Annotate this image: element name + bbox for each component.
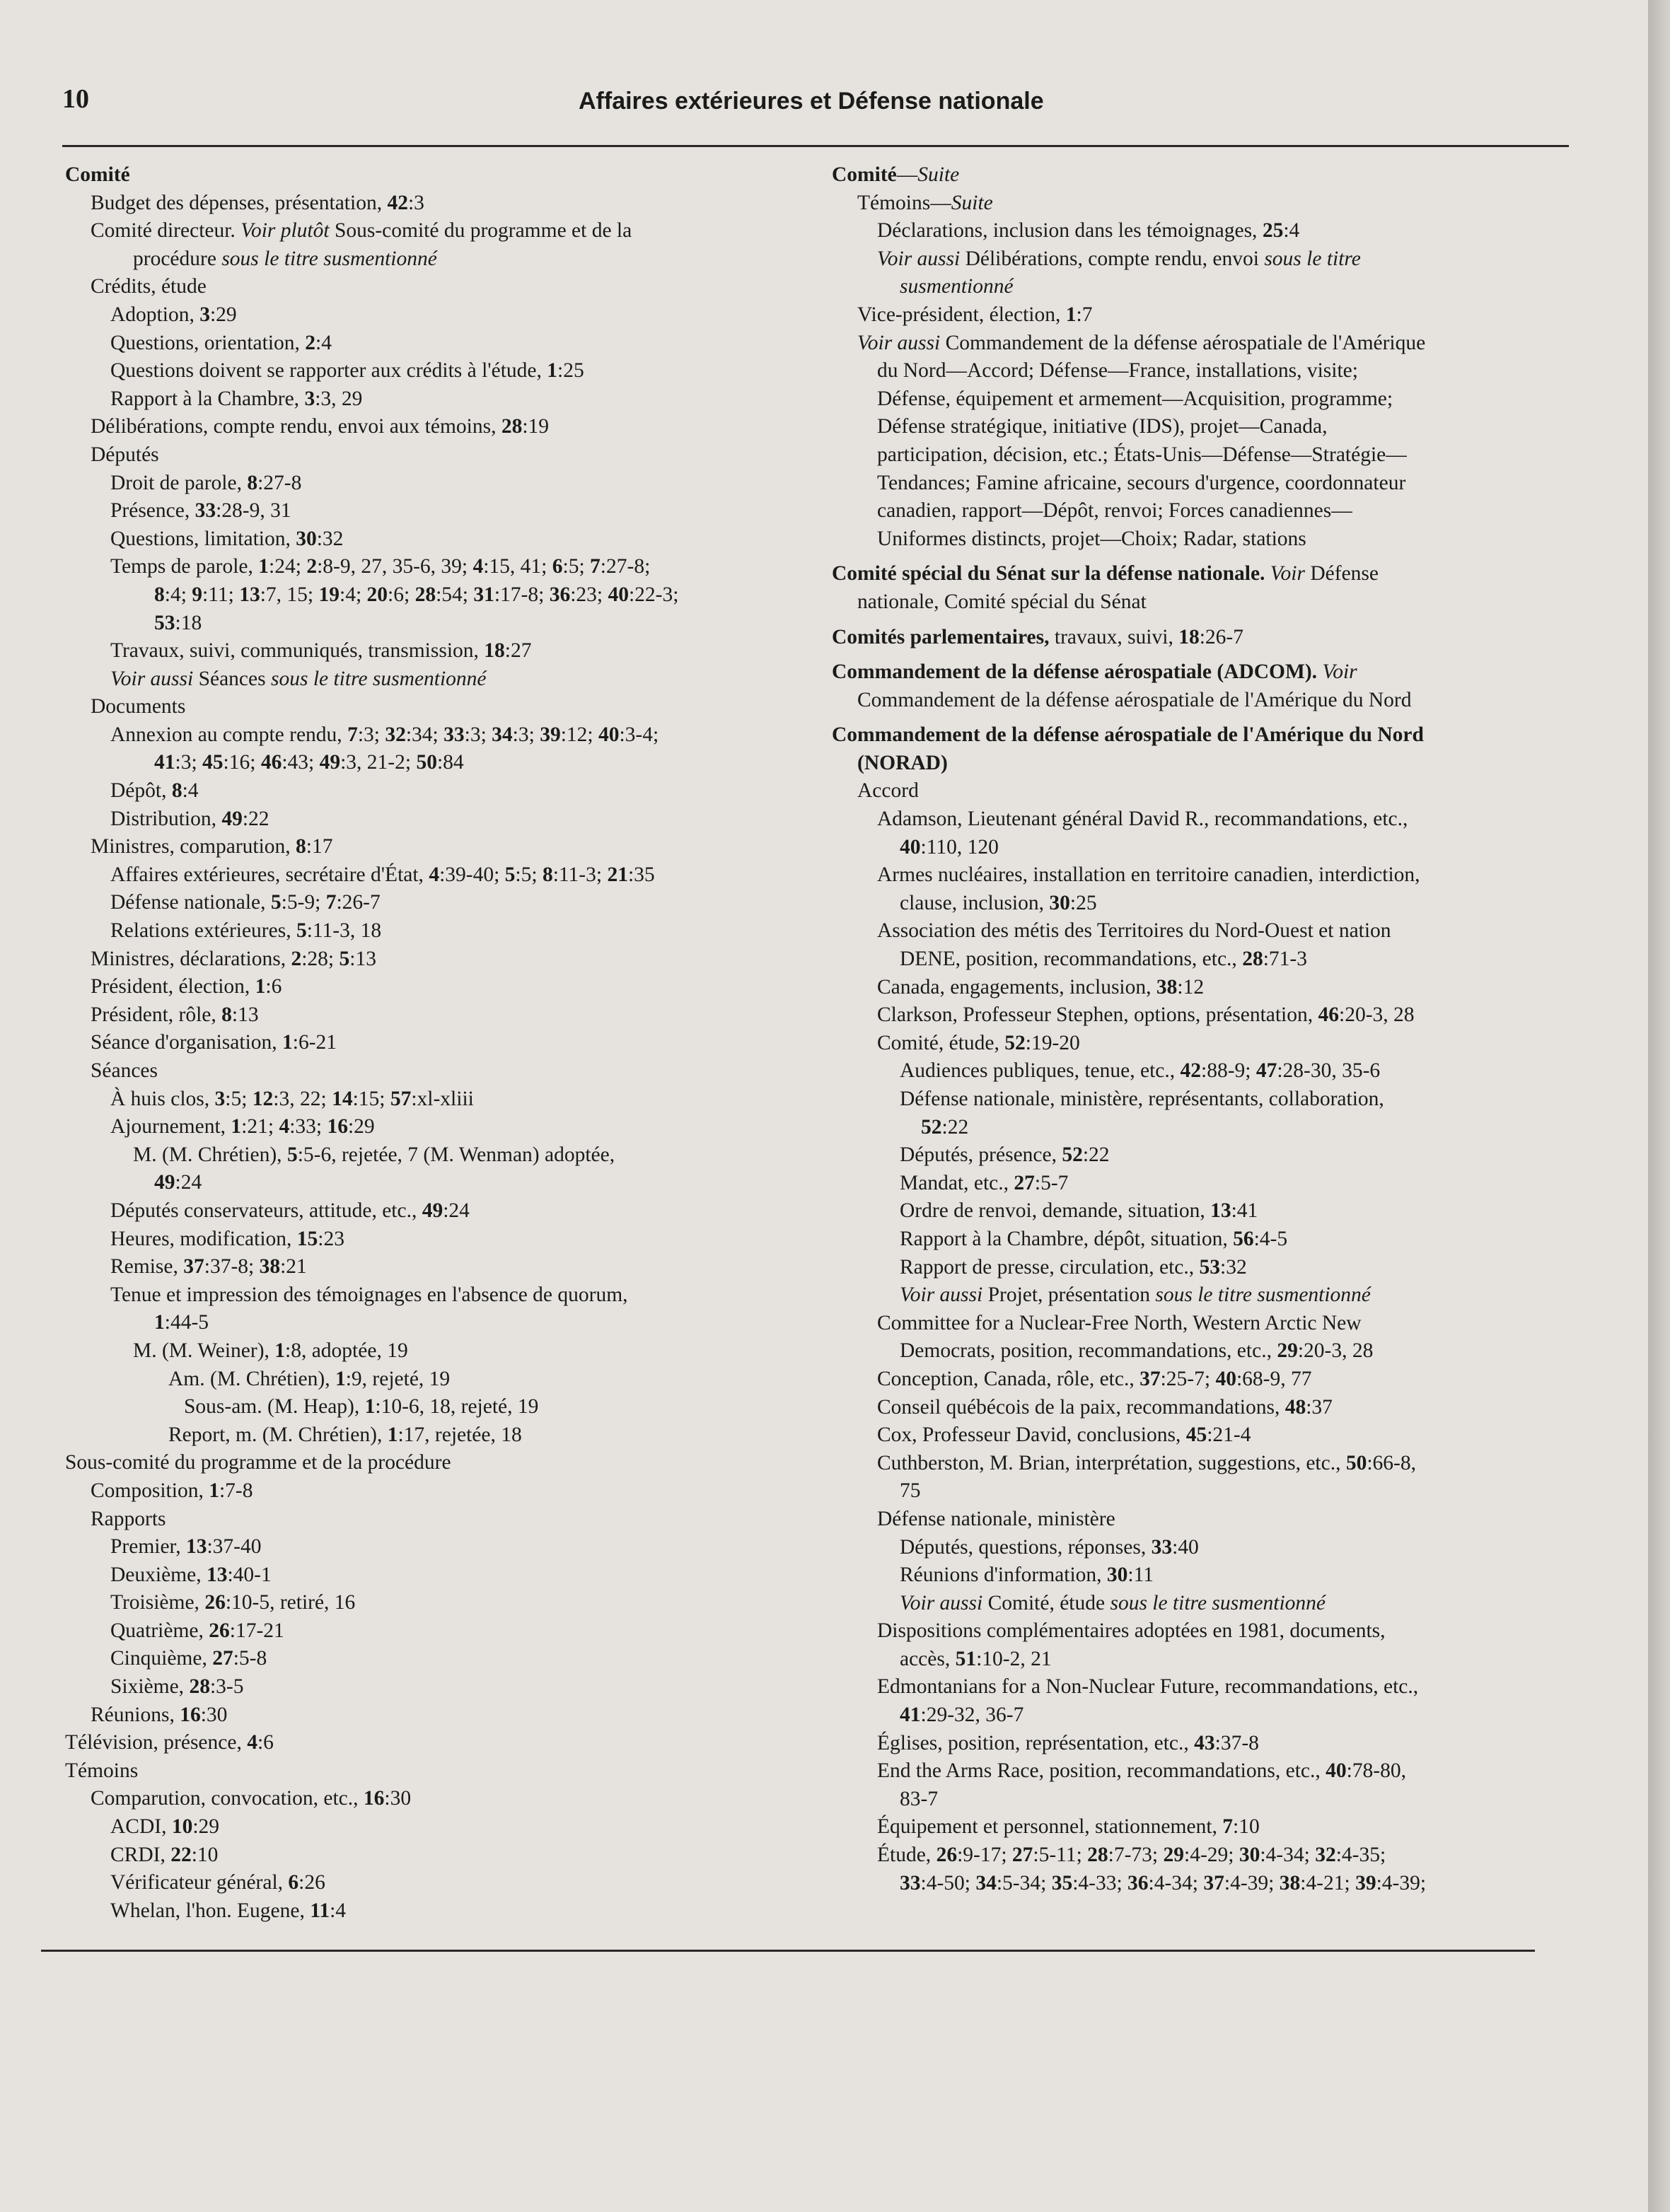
- index-entry: Uniformes distincts, projet—Choix; Radar, stations: [877, 527, 1306, 550]
- index-entry: Cox, Professeur David, conclusions, 45:21-4: [877, 1424, 1251, 1447]
- index-column-right: [829, 161, 1572, 1897]
- index-entry: 41:29-32, 36-7: [900, 1704, 1024, 1727]
- page-edge: [1648, 0, 1670, 2212]
- index-entry: Voir aussi Projet, présentation sous le titre susmentionné: [900, 1283, 1371, 1307]
- index-entry: Commandement de la défense aérospatiale (ADCOM). Voir: [832, 660, 1357, 684]
- index-entry: Crédits, étude: [91, 275, 207, 298]
- index-entry: Étude, 26:9-17; 27:5-11; 28:7-73; 29:4-29; 30:4-34; 32:4-35;: [877, 1844, 1386, 1867]
- index-entry: Vice-président, élection, 1:7: [857, 303, 1093, 326]
- index-entry: 53:18: [154, 611, 202, 634]
- index-entry: Sous-am. (M. Heap), 1:10-6, 18, rejeté, 19: [184, 1395, 539, 1419]
- index-entry: Équipement et personnel, stationnement, 7:10: [877, 1815, 1260, 1839]
- index-entry: Témoins: [65, 1759, 139, 1782]
- index-column-left: [62, 161, 791, 1925]
- index-entry: Conception, Canada, rôle, etc., 37:25-7; 40:68-9, 77: [877, 1367, 1312, 1390]
- index-entry: Remise, 37:37-8; 38:21: [110, 1255, 307, 1279]
- index-entry: Rapports: [91, 1507, 166, 1530]
- index-entry: Clarkson, Professeur Stephen, options, présentation, 46:20-3, 28: [877, 1003, 1415, 1027]
- index-entry: Défense stratégique, initiative (IDS), projet—Canada,: [877, 415, 1328, 438]
- index-entry: M. (M. Chrétien), 5:5-6, rejetée, 7 (M. Wenman) adoptée,: [133, 1143, 615, 1166]
- index-entry: ACDI, 10:29: [110, 1815, 220, 1839]
- index-entry: Comités parlementaires, travaux, suivi, 18:26-7: [832, 625, 1243, 648]
- index-entry: Ajournement, 1:21; 4:33; 16:29: [110, 1115, 375, 1139]
- index-entry: Democrats, position, recommandations, etc., 29:20-3, 28: [900, 1339, 1374, 1363]
- index-entry: Comité—Suite: [832, 163, 960, 186]
- index-entry: Défense nationale, ministère: [877, 1507, 1115, 1530]
- index-entry: Cinquième, 27:5-8: [110, 1647, 267, 1670]
- index-entry: Témoins—Suite: [857, 191, 993, 214]
- index-entry: Tenue et impression des témoignages en l'absence de quorum,: [110, 1283, 628, 1306]
- index-entry: Quatrième, 26:17-21: [110, 1619, 284, 1642]
- index-entry: nationale, Comité spécial du Sénat: [857, 590, 1147, 613]
- index-entry: canadien, rapport—Dépôt, renvoi; Forces canadiennes—: [877, 499, 1352, 523]
- index-entry: Président, rôle, 8:13: [91, 1003, 259, 1026]
- index-entry: Droit de parole, 8:27-8: [110, 471, 302, 494]
- index-entry: Affaires extérieures, secrétaire d'État, 4:39-40; 5:5; 8:11-3; 21:35: [110, 863, 655, 886]
- index-entry: susmentionné: [900, 275, 1014, 298]
- header-rule: [62, 145, 1569, 147]
- index-entry: Comparution, convocation, etc., 16:30: [91, 1787, 412, 1810]
- index-entry: Ministres, déclarations, 2:28; 5:13: [91, 947, 376, 970]
- page-number: 10: [62, 84, 89, 114]
- index-entry: Armes nucléaires, installation en territoire canadien, interdiction,: [877, 863, 1420, 887]
- index-entry: Questions doivent se rapporter aux crédits à l'étude, 1:25: [110, 359, 584, 383]
- index-entry: Ministres, comparution, 8:17: [91, 835, 333, 858]
- index-entry: participation, décision, etc.; États-Unis—Défense—Stratégie—: [877, 443, 1407, 466]
- index-entry: Rapport de presse, circulation, etc., 53:32: [900, 1255, 1247, 1279]
- index-entry: Comité spécial du Sénat sur la défense nationale. Voir Défense: [832, 562, 1379, 586]
- index-entry: Députés, présence, 52:22: [900, 1143, 1110, 1167]
- index-entry: Temps de parole, 1:24; 2:8-9, 27, 35-6, 39; 4:15, 41; 6:5; 7:27-8;: [110, 555, 651, 578]
- index-entry: Dépôt, 8:4: [110, 779, 199, 803]
- index-entry: Voir aussi Commandement de la défense aérospatiale de l'Amérique: [857, 331, 1426, 354]
- index-entry: 41:3; 45:16; 46:43; 49:3, 21-2; 50:84: [154, 751, 464, 774]
- index-entry: clause, inclusion, 30:25: [900, 891, 1097, 914]
- index-entry: Budget des dépenses, présentation, 42:3: [91, 191, 424, 214]
- index-entry: Voir aussi Délibérations, compte rendu, envoi sous le titre: [877, 247, 1361, 270]
- index-entry: M. (M. Weiner), 1:8, adoptée, 19: [133, 1339, 408, 1362]
- index-entry: Vérificateur général, 6:26: [110, 1871, 325, 1894]
- index-entry: (NORAD): [857, 751, 948, 774]
- index-entry: Ordre de renvoi, demande, situation, 13:41: [900, 1199, 1258, 1223]
- index-entry: Audiences publiques, tenue, etc., 42:88-9; 47:28-30, 35-6: [900, 1059, 1381, 1083]
- index-entry: Troisième, 26:10-5, retiré, 16: [110, 1591, 356, 1614]
- index-entry: Documents: [91, 695, 186, 718]
- index-entry: Adamson, Lieutenant général David R., recommandations, etc.,: [877, 808, 1408, 831]
- index-entry: Comité: [65, 163, 130, 186]
- index-entry: Défense nationale, 5:5-9; 7:26-7: [110, 891, 381, 914]
- index-entry: À huis clos, 3:5; 12:3, 22; 14:15; 57:xl-xliii: [110, 1087, 474, 1110]
- index-entry: Télévision, présence, 4:6: [65, 1731, 274, 1754]
- index-entry: 75: [900, 1479, 921, 1503]
- index-entry: Conseil québécois de la paix, recommandations, 48:37: [877, 1395, 1333, 1419]
- index-entry: procédure sous le titre susmentionné: [133, 247, 437, 270]
- index-entry: Voir aussi Comité, étude sous le titre susmentionné: [900, 1591, 1326, 1614]
- index-entry: Cuthberston, M. Brian, interprétation, suggestions, etc., 50:66-8,: [877, 1451, 1416, 1474]
- index-entry: Tendances; Famine africaine, secours d'urgence, coordonnateur: [877, 471, 1406, 494]
- index-entry: Voir aussi Séances sous le titre susmentionné: [110, 667, 487, 690]
- index-entry: Committee for a Nuclear-Free North, Western Arctic New: [877, 1311, 1362, 1334]
- index-entry: Défense, équipement et armement—Acquisition, programme;: [877, 387, 1393, 410]
- index-entry: Dispositions complémentaires adoptées en 1981, documents,: [877, 1619, 1386, 1643]
- index-entry: Sixième, 28:3-5: [110, 1675, 244, 1699]
- index-entry: Président, élection, 1:6: [91, 975, 282, 999]
- index-entry: Réunions, 16:30: [91, 1703, 228, 1726]
- index-entry: Composition, 1:7-8: [91, 1479, 253, 1502]
- index-entry: Accord: [857, 779, 919, 803]
- index-entry: Annexion au compte rendu, 7:3; 32:34; 33:3; 34:3; 39:12; 40:3-4;: [110, 723, 659, 746]
- index-entry: Sous-comité du programme et de la procédure: [65, 1451, 451, 1474]
- index-entry: Travaux, suivi, communiqués, transmission, 18:27: [110, 639, 532, 663]
- index-entry: Whelan, l'hon. Eugene, 11:4: [110, 1899, 347, 1922]
- index-entry: Rapport à la Chambre, 3:3, 29: [110, 387, 363, 410]
- index-entry: Deuxième, 13:40-1: [110, 1563, 272, 1586]
- index-entry: Comité directeur. Voir plutôt Sous-comité du programme et de la: [91, 219, 632, 243]
- index-entry: Relations extérieures, 5:11-3, 18: [110, 919, 382, 943]
- index-entry: DENE, position, recommandations, etc., 28:71-3: [900, 948, 1307, 971]
- index-entry: Comité, étude, 52:19-20: [877, 1031, 1080, 1054]
- index-entry: Députés, questions, réponses, 33:40: [900, 1535, 1199, 1559]
- index-entry: Défense nationale, ministère, représentants, collaboration,: [900, 1088, 1384, 1110]
- index-entry: 8:4; 9:11; 13:7, 15; 19:4; 20:6; 28:54; 31:17-8; 36:23; 40:22-3;: [154, 583, 679, 606]
- index-entry: Séance d'organisation, 1:6-21: [91, 1031, 337, 1054]
- index-entry: Premier, 13:37-40: [110, 1535, 262, 1559]
- index-entry: Edmontanians for a Non-Nuclear Future, recommandations, etc.,: [877, 1675, 1419, 1699]
- index-entry: 49:24: [154, 1171, 202, 1194]
- index-entry: Rapport à la Chambre, dépôt, situation, 56:4-5: [900, 1227, 1288, 1250]
- index-entry: Questions, orientation, 2:4: [110, 331, 332, 354]
- index-entry: Distribution, 49:22: [110, 807, 269, 830]
- index-entry: Séances: [91, 1059, 158, 1082]
- running-title: Affaires extérieures et Défense nationale: [579, 88, 1044, 115]
- index-entry: Adoption, 3:29: [110, 303, 237, 326]
- index-entry: End the Arms Race, position, recommandations, etc., 40:78-80,: [877, 1759, 1407, 1783]
- index-entry: 40:110, 120: [900, 835, 999, 858]
- index-entry: Réunions d'information, 30:11: [900, 1564, 1154, 1587]
- index-entry: Églises, position, représentation, etc., 43:37-8: [877, 1731, 1259, 1754]
- index-entry: 83-7: [900, 1787, 939, 1810]
- index-entry: 52:22: [921, 1115, 969, 1139]
- index-entry: Députés: [91, 443, 159, 466]
- index-entry: Am. (M. Chrétien), 1:9, rejeté, 19: [168, 1367, 451, 1390]
- index-entry: Déclarations, inclusion dans les témoignages, 25:4: [877, 219, 1300, 243]
- index-entry: 1:44-5: [154, 1311, 209, 1334]
- index-entry: Questions, limitation, 30:32: [110, 527, 344, 550]
- index-entry: Report, m. (M. Chrétien), 1:17, rejetée, 18: [168, 1423, 522, 1446]
- index-entry: Mandat, etc., 27:5-7: [900, 1171, 1069, 1194]
- index-entry: Délibérations, compte rendu, envoi aux témoins, 28:19: [91, 415, 550, 438]
- footer-rule: [41, 1950, 1535, 1952]
- index-entry: Commandement de la défense aérospatiale de l'Amérique du Nord: [832, 723, 1424, 747]
- index-entry: Heures, modification, 15:23: [110, 1227, 344, 1250]
- index-entry: du Nord—Accord; Défense—France, installations, visite;: [877, 359, 1358, 383]
- index-entry: 33:4-50; 34:5-34; 35:4-33; 36:4-34; 37:4-39; 38:4-21; 39:4-39;: [900, 1871, 1427, 1894]
- index-entry: Présence, 33:28-9, 31: [110, 499, 291, 523]
- index-entry: Canada, engagements, inclusion, 38:12: [877, 975, 1205, 999]
- index-entry: Association des métis des Territoires du Nord-Ouest et nation: [877, 919, 1391, 943]
- index-entry: accès, 51:10-2, 21: [900, 1647, 1052, 1670]
- page-header: [62, 83, 1569, 133]
- index-entry: CRDI, 22:10: [110, 1843, 219, 1866]
- index-entry: Commandement de la défense aérospatiale de l'Amérique du Nord: [857, 688, 1412, 711]
- index-entry: Députés conservateurs, attitude, etc., 49:24: [110, 1199, 470, 1222]
